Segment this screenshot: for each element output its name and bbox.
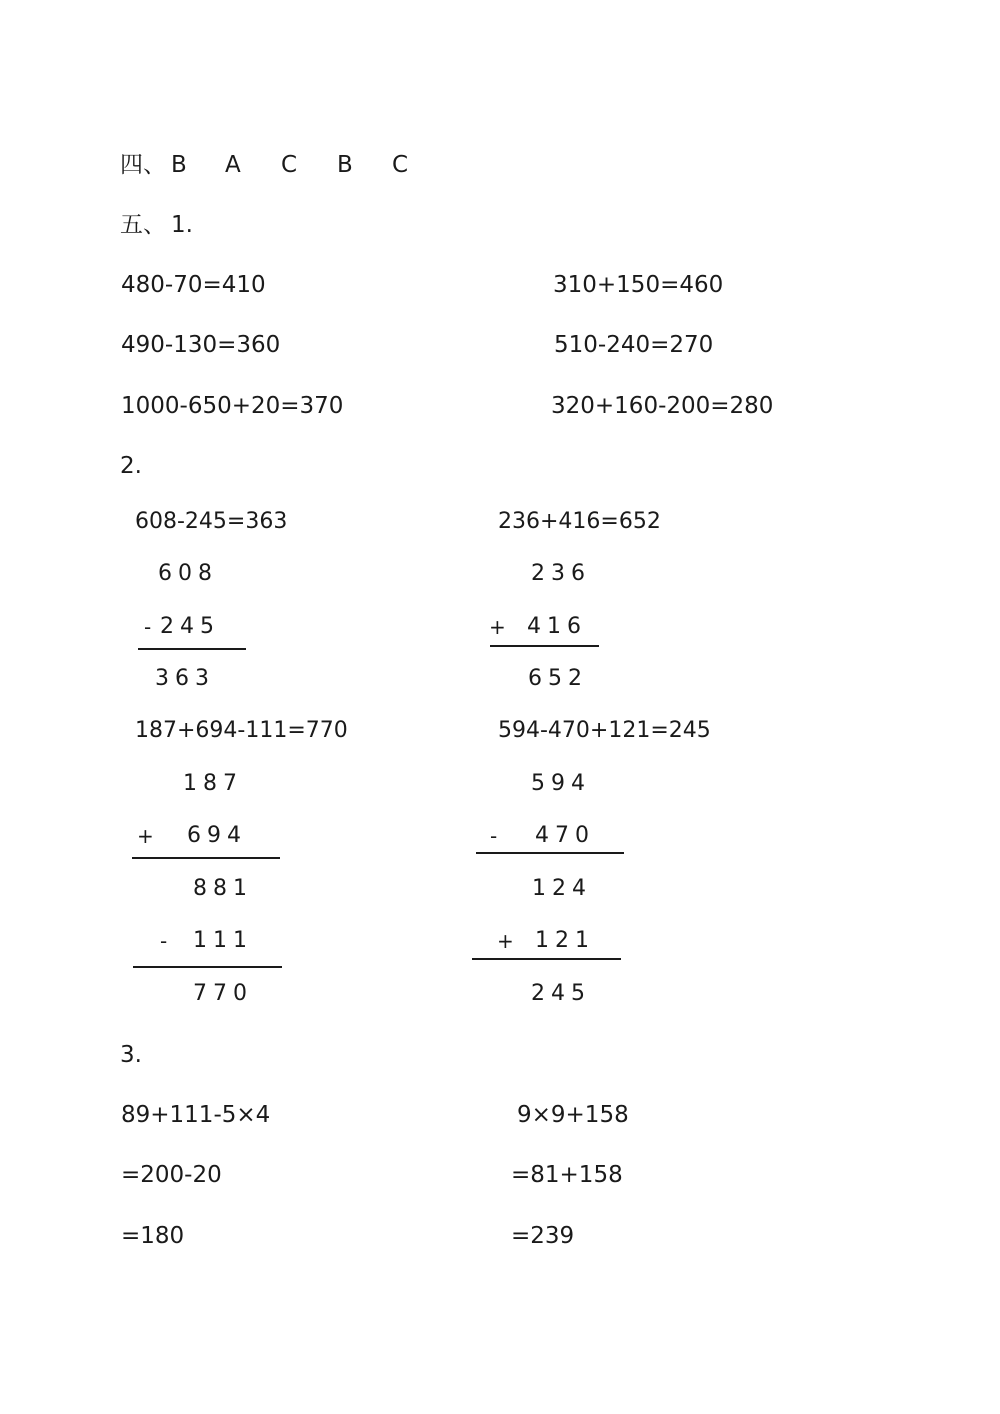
problem-1-result: 363 [155, 666, 215, 691]
problem-2-rule [490, 645, 599, 647]
problem-3-third: 111 [193, 928, 253, 953]
problem-4-equation: 594-470+121=245 [498, 718, 711, 743]
problem-1-equation: 608-245=363 [135, 509, 288, 534]
problem-3-second: 694 [187, 823, 247, 848]
problem-3-top: 187 [183, 771, 243, 796]
section-4-answer-1: B [171, 152, 187, 178]
part-3-right-line-1: 9×9+158 [517, 1102, 629, 1128]
problem-3-operator-1: + [137, 824, 154, 848]
problem-4-operator-1: - [490, 824, 498, 848]
problem-2-top: 236 [531, 561, 591, 586]
problem-4-intermediate: 124 [532, 876, 592, 901]
equation-4: 510-240=270 [554, 332, 714, 358]
problem-3-rule-1 [132, 857, 280, 859]
equation-1: 480-70=410 [121, 272, 266, 298]
section-4-answer-3: C [281, 152, 298, 178]
equation-2: 310+150=460 [553, 272, 724, 298]
problem-2-result: 652 [528, 666, 588, 691]
equation-3: 490-130=360 [121, 332, 281, 358]
problem-2-operator: + [489, 615, 506, 639]
section-4-answer-2: A [225, 152, 241, 178]
problem-2-equation: 236+416=652 [498, 509, 661, 534]
problem-3-intermediate: 881 [193, 876, 253, 901]
problem-3-rule-2 [133, 966, 282, 968]
part-3-label: 3. [120, 1042, 142, 1068]
part-2-label: 2. [120, 453, 142, 479]
problem-4-operator-2: + [497, 929, 514, 953]
problem-4-top: 594 [531, 771, 591, 796]
problem-4-second: 470 [535, 823, 595, 848]
problem-2-bottom: 416 [527, 614, 587, 639]
part-3-right-line-3: =239 [511, 1223, 575, 1249]
problem-4-third: 121 [535, 928, 595, 953]
problem-1-bottom: 245 [160, 614, 220, 639]
section-5-label: 五、 [120, 212, 166, 238]
problem-3-equation: 187+694-111=770 [135, 718, 348, 743]
part-3-left-line-2: =200-20 [121, 1162, 222, 1188]
part-3-right-line-2: =81+158 [511, 1162, 623, 1188]
section-4-label: 四、 [120, 152, 166, 178]
equation-6: 320+160-200=280 [551, 393, 774, 419]
section-4-answer-4: B [337, 152, 353, 178]
problem-3-result: 770 [193, 981, 253, 1006]
problem-1-operator: - [144, 615, 152, 639]
part-1-label: 1. [171, 212, 193, 238]
part-3-left-line-1: 89+111-5×4 [121, 1102, 271, 1128]
part-3-left-line-3: =180 [121, 1223, 185, 1249]
section-4-answer-5: C [392, 152, 409, 178]
problem-4-result: 245 [531, 981, 591, 1006]
problem-3-operator-2: - [160, 929, 168, 953]
problem-4-rule-2 [472, 958, 621, 960]
problem-1-rule [138, 648, 246, 650]
problem-1-top: 608 [158, 561, 218, 586]
equation-5: 1000-650+20=370 [121, 393, 344, 419]
problem-4-rule-1 [476, 852, 624, 854]
